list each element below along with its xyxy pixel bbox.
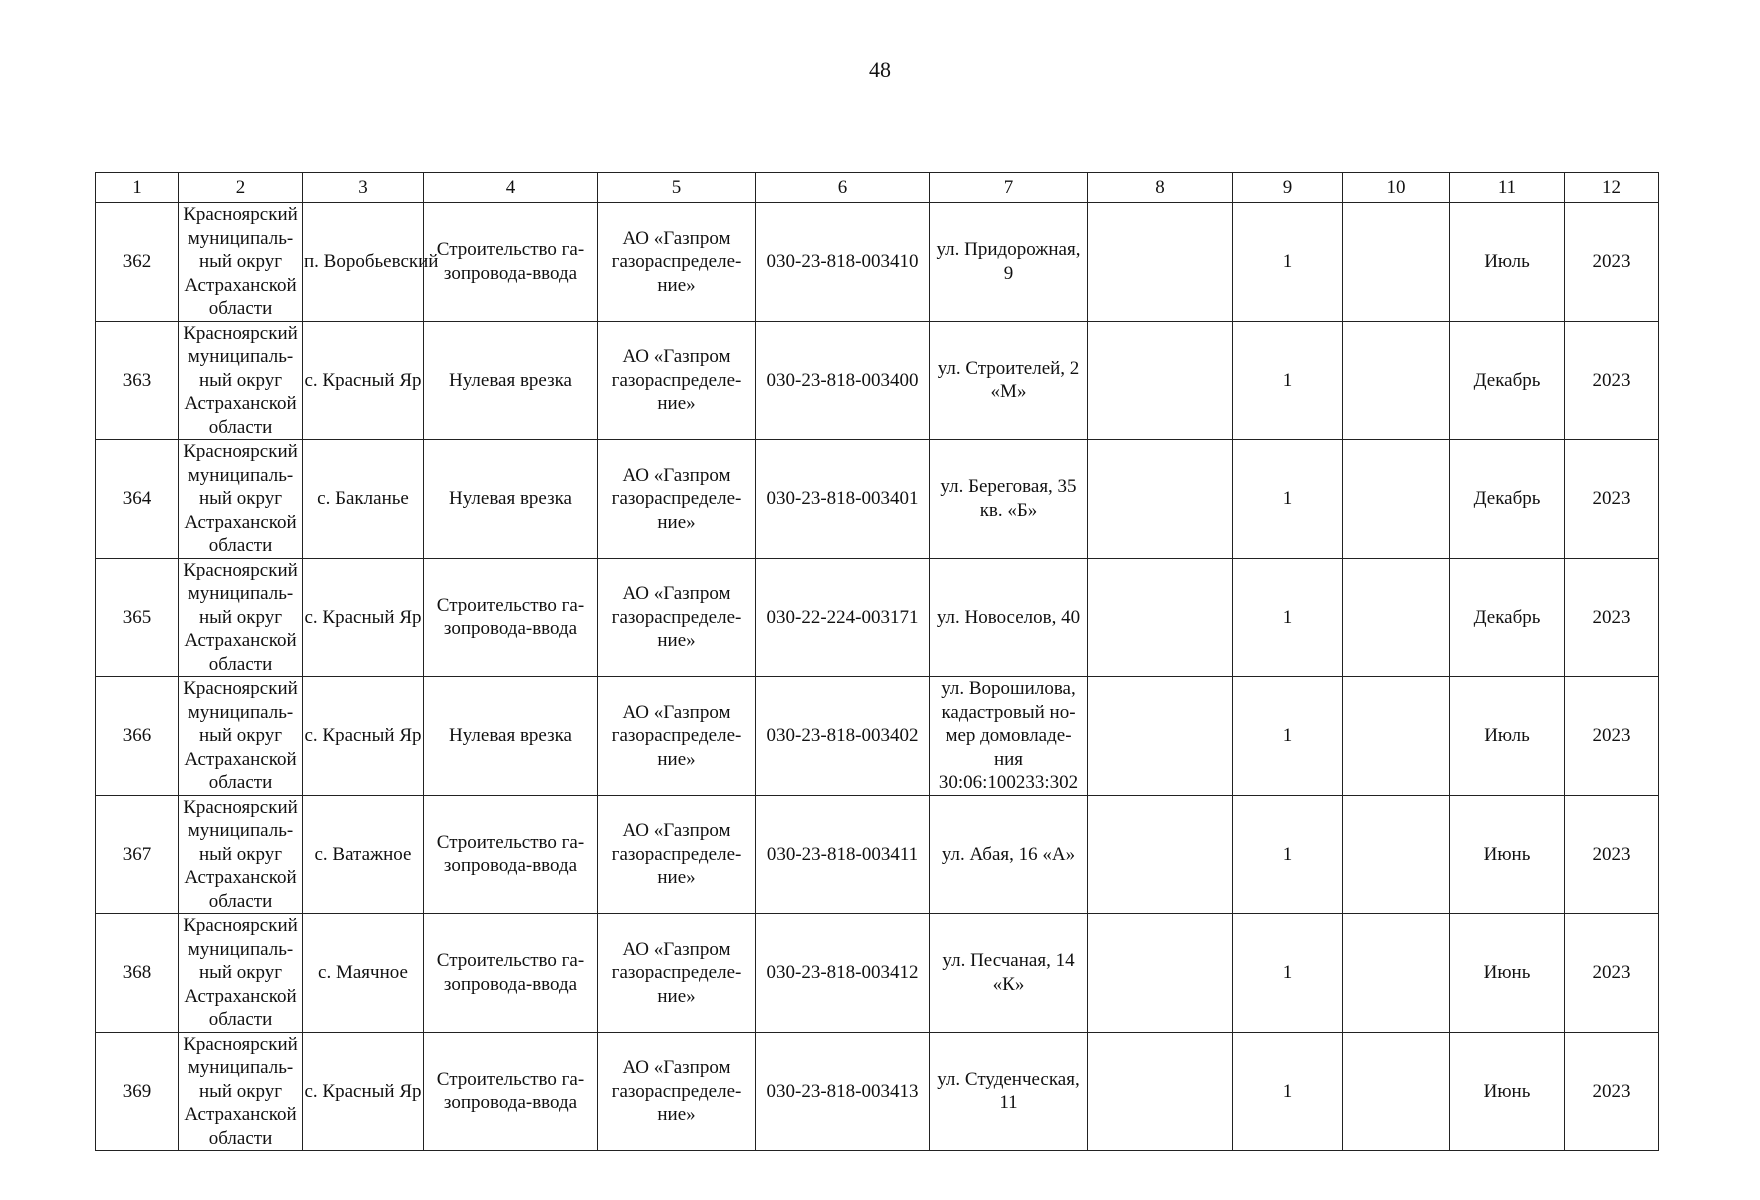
- column-8-cell: [1088, 677, 1233, 796]
- year-cell: 2023: [1565, 321, 1659, 440]
- locality-cell: с. Ватажное: [303, 795, 424, 914]
- row-number-cell: 367: [96, 795, 179, 914]
- table-row: [96, 321, 1659, 440]
- address-cell: ул. Абая, 16 «А»: [930, 795, 1088, 914]
- address-cell: ул. Песчаная, 14 «К»: [930, 914, 1088, 1033]
- application-code-cell: 030-23-818-003413: [756, 1032, 930, 1151]
- district-cell: Красноярский муниципаль-ный округ Астраханской области: [179, 914, 303, 1033]
- table-row: [96, 558, 1659, 677]
- month-cell: Июль: [1450, 677, 1565, 796]
- year-cell: 2023: [1565, 677, 1659, 796]
- row-number-cell: 366: [96, 677, 179, 796]
- address-cell: ул. Придорожная, 9: [930, 203, 1088, 322]
- month-cell: Июнь: [1450, 1032, 1565, 1151]
- year-cell: 2023: [1565, 795, 1659, 914]
- quantity-cell: 1: [1233, 203, 1343, 322]
- application-code-cell: 030-23-818-003410: [756, 203, 930, 322]
- locality-cell: п. Воробьевский: [303, 203, 424, 322]
- district-cell: Красноярский муниципаль-ный округ Астраханской области: [179, 795, 303, 914]
- column-header: 5: [598, 173, 756, 203]
- column-10-cell: [1343, 795, 1450, 914]
- application-code-cell: 030-23-818-003411: [756, 795, 930, 914]
- district-cell: Красноярский муниципаль-ный округ Астраханской области: [179, 203, 303, 322]
- month-cell: Декабрь: [1450, 321, 1565, 440]
- quantity-cell: 1: [1233, 914, 1343, 1033]
- column-header: 2: [179, 173, 303, 203]
- district-cell: Красноярский муниципаль-ный округ Астраханской области: [179, 558, 303, 677]
- year-cell: 2023: [1565, 1032, 1659, 1151]
- work-type-cell: Нулевая врезка: [424, 440, 598, 559]
- row-number-cell: 365: [96, 558, 179, 677]
- row-number-cell: 362: [96, 203, 179, 322]
- work-type-cell: Нулевая врезка: [424, 321, 598, 440]
- column-8-cell: [1088, 440, 1233, 559]
- quantity-cell: 1: [1233, 795, 1343, 914]
- row-number-cell: 363: [96, 321, 179, 440]
- quantity-cell: 1: [1233, 321, 1343, 440]
- operator-cell: АО «Газпром газораспределе-ние»: [598, 677, 756, 796]
- table-row: [96, 440, 1659, 559]
- column-8-cell: [1088, 558, 1233, 677]
- table-row: [96, 203, 1659, 322]
- month-cell: Декабрь: [1450, 558, 1565, 677]
- page-number: 48: [869, 57, 891, 82]
- column-10-cell: [1343, 677, 1450, 796]
- year-cell: 2023: [1565, 440, 1659, 559]
- column-8-cell: [1088, 321, 1233, 440]
- column-header: 4: [424, 173, 598, 203]
- year-cell: 2023: [1565, 203, 1659, 322]
- locality-cell: с. Бакланье: [303, 440, 424, 559]
- district-cell: Красноярский муниципаль-ный округ Астраханской области: [179, 440, 303, 559]
- locality-cell: с. Красный Яр: [303, 1032, 424, 1151]
- column-8-cell: [1088, 1032, 1233, 1151]
- column-10-cell: [1343, 1032, 1450, 1151]
- column-10-cell: [1343, 440, 1450, 559]
- column-header: 8: [1088, 173, 1233, 203]
- locality-cell: с. Красный Яр: [303, 321, 424, 440]
- column-header: 9: [1233, 173, 1343, 203]
- table-row: [96, 1032, 1659, 1151]
- year-cell: 2023: [1565, 558, 1659, 677]
- application-code-cell: 030-23-818-003412: [756, 914, 930, 1033]
- address-cell: ул. Студенческая, 11: [930, 1032, 1088, 1151]
- column-header: 7: [930, 173, 1088, 203]
- application-code-cell: 030-23-818-003402: [756, 677, 930, 796]
- work-type-cell: Строительство га-зопровода-ввода: [424, 203, 598, 322]
- year-cell: 2023: [1565, 914, 1659, 1033]
- work-type-cell: Строительство га-зопровода-ввода: [424, 1032, 598, 1151]
- column-header: 11: [1450, 173, 1565, 203]
- district-cell: Красноярский муниципаль-ный округ Астраханской области: [179, 677, 303, 796]
- application-code-cell: 030-23-818-003401: [756, 440, 930, 559]
- operator-cell: АО «Газпром газораспределе-ние»: [598, 795, 756, 914]
- column-number-row: [96, 173, 1659, 203]
- column-header: 3: [303, 173, 424, 203]
- quantity-cell: 1: [1233, 440, 1343, 559]
- locality-cell: с. Маячное: [303, 914, 424, 1033]
- operator-cell: АО «Газпром газораспределе-ние»: [598, 558, 756, 677]
- table-row: [96, 914, 1659, 1033]
- address-cell: ул. Строителей, 2 «М»: [930, 321, 1088, 440]
- column-header: 10: [1343, 173, 1450, 203]
- table-row: [96, 677, 1659, 796]
- month-cell: Июнь: [1450, 914, 1565, 1033]
- table-row: [96, 795, 1659, 914]
- locality-cell: с. Красный Яр: [303, 677, 424, 796]
- quantity-cell: 1: [1233, 1032, 1343, 1151]
- work-type-cell: Строительство га-зопровода-ввода: [424, 558, 598, 677]
- gas-connection-table: [95, 172, 1659, 1151]
- month-cell: Июль: [1450, 203, 1565, 322]
- column-10-cell: [1343, 203, 1450, 322]
- column-8-cell: [1088, 914, 1233, 1033]
- month-cell: Июнь: [1450, 795, 1565, 914]
- operator-cell: АО «Газпром газораспределе-ние»: [598, 1032, 756, 1151]
- operator-cell: АО «Газпром газораспределе-ние»: [598, 914, 756, 1033]
- row-number-cell: 369: [96, 1032, 179, 1151]
- work-type-cell: Строительство га-зопровода-ввода: [424, 914, 598, 1033]
- quantity-cell: 1: [1233, 558, 1343, 677]
- work-type-cell: Нулевая врезка: [424, 677, 598, 796]
- column-header: 6: [756, 173, 930, 203]
- address-cell: ул. Береговая, 35 кв. «Б»: [930, 440, 1088, 559]
- row-number-cell: 368: [96, 914, 179, 1033]
- operator-cell: АО «Газпром газораспределе-ние»: [598, 440, 756, 559]
- row-number-cell: 364: [96, 440, 179, 559]
- address-cell: ул. Новоселов, 40: [930, 558, 1088, 677]
- operator-cell: АО «Газпром газораспределе-ние»: [598, 321, 756, 440]
- work-type-cell: Строительство га-зопровода-ввода: [424, 795, 598, 914]
- address-cell: ул. Ворошилова, кадастровый но-мер домовладе-ния 30:06:100233:302: [930, 677, 1088, 796]
- district-cell: Красноярский муниципаль-ный округ Астраханской области: [179, 1032, 303, 1151]
- column-header: 1: [96, 173, 179, 203]
- column-10-cell: [1343, 321, 1450, 440]
- application-code-cell: 030-23-818-003400: [756, 321, 930, 440]
- column-8-cell: [1088, 203, 1233, 322]
- column-8-cell: [1088, 795, 1233, 914]
- application-code-cell: 030-22-224-003171: [756, 558, 930, 677]
- quantity-cell: 1: [1233, 677, 1343, 796]
- column-header: 12: [1565, 173, 1659, 203]
- operator-cell: АО «Газпром газораспределе-ние»: [598, 203, 756, 322]
- column-10-cell: [1343, 914, 1450, 1033]
- district-cell: Красноярский муниципаль-ный округ Астраханской области: [179, 321, 303, 440]
- column-10-cell: [1343, 558, 1450, 677]
- month-cell: Декабрь: [1450, 440, 1565, 559]
- locality-cell: с. Красный Яр: [303, 558, 424, 677]
